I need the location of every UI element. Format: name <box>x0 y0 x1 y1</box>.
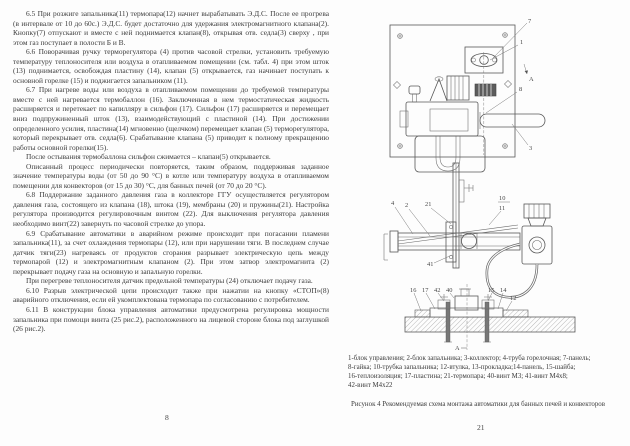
figure-4-diagram <box>340 8 630 353</box>
callout-label: 12 <box>510 295 517 302</box>
paragraph-6-5: 6.5 При розжиге запальника(11) термопара(12) начнет вырабатывать Э.Д.С. После ее прогрева (в интервале от 10 до 60с.) Э.Д.С. будет достаточно для удержания электромагнитного клапана(2). Кнопку(7) отпускают и вместе с ней поднимается клапан(8), открывая отв. седла(3) сверху , при этом газ поступает в полости Б и В. <box>13 9 329 47</box>
callout-label: 11 <box>499 205 506 212</box>
paragraph: После остывания термобаллона сильфон сжимается – клапан(5) открывается. <box>26 152 271 162</box>
callout-label: 41 <box>427 261 434 268</box>
callout-label: 40 <box>446 287 453 294</box>
callout-label: 1 <box>520 39 524 46</box>
paragraph: При перегреве теплоносителя датчик предельной температуры (24) отключает подачу газа. <box>26 276 313 286</box>
paragraph-6-9: 6.9 Срабатывание автоматики в аварийном режиме происходит при погасании пламени запальника(11), за счет охлаждения термопары (12), или при нарушении тяги. В последнем случае датчик тяги(23) нагреваясь от продуктов сгорания разрывает электрическую цепь между термопарой (12) и электромагнитным клапаном (2). При этом затвор электромагнита (2) перекрывает подачу газа на основную и запальную горелки. <box>13 228 329 276</box>
callout-label: 15 <box>488 287 495 294</box>
callout-label: 10 <box>499 195 506 202</box>
paragraph: Описанный процесс периодически повторяется, таким образом, поддерживая заданное значение температуры воды (от 50 до 90 °С) в котле или температуру воздуха в отапливаемом помещении для конвекторов (от 15 до 30) °С, для банных печей (от 70 до 20 °С). <box>13 161 329 190</box>
callout-label: 8 <box>519 86 523 93</box>
figure-parts-list <box>348 354 624 390</box>
callout-label: 14 <box>500 287 507 294</box>
callout-label: 3 <box>529 145 533 152</box>
parts-list-line: 8-гайка; 10-трубка запальника; 12-втулка, 13-прокладка;14-панель, 15-шайба; <box>348 364 576 372</box>
figure-top-view <box>390 18 545 172</box>
figure-detail-view <box>405 284 575 352</box>
callout-label: 7 <box>528 18 532 25</box>
parts-list-line: 42-винт М4х22 <box>348 382 393 390</box>
callout-label: 21 <box>425 201 432 208</box>
section-arrow-label: А <box>529 76 534 83</box>
section-label: А <box>455 345 460 352</box>
callout-label: 4 <box>391 200 395 207</box>
callout-label: 2 <box>405 202 409 209</box>
left-page-text-column <box>13 9 329 334</box>
paragraph-6-6: 6.6 Поворачивая ручку терморегулятора (4) против часовой стрелки, установить требуемую температуру теплоносителя или воздуха в отапливаемом помещении (см. табл. 4) при этом шток (13) поднимается, освобождая пластину (14), клапан (5) открывается, газ начинает поступать к основной горелке (15) и поджигается запальником (11). <box>13 47 329 85</box>
paragraph-6-8: 6.8 Поддержание заданного давления газа в коллекторе ГГУ осуществляется регулятором давления газа, состоящего из клапана (18), штока (19), мембраны (20) и пружины(21). Настройка регулятора производится регулировочным винтом (22). Для выключения регулятора давления необходимо винт(22) завернуть по часовой стрелке до упора. <box>13 190 329 229</box>
parts-list-line: 1-блок управления; 2-блок запальника; 3-коллектор; 4-труба горелочная; 7-панель; <box>348 355 591 362</box>
figure-side-view <box>384 163 552 297</box>
left-page-number: 8 <box>165 413 169 422</box>
right-page-number: 21 <box>477 423 485 432</box>
callout-label: 17 <box>422 287 429 294</box>
paragraph-6-7: 6.7 При нагреве воды или воздуха в отапливаемом помещении до требуемой температуры вместе с ней нагревается термобаллон (16). Заключенная в нем термостатическая жидкость расширяется и перетекает по капилляру в сильфон (17). Сильфон (17) расширяется и перемещает вниз подпружиненный шток (13), взаимодействующий с пластиной (14). При достижении определенного усилия, пластина(14) мгновенно (щелчком) перемещает клапан (5) терморегулятора, который перекрывает отв. седла(6). Срабатывание клапана (5) приводит к полному прекращению работы основной горелки(15). <box>13 85 329 152</box>
figure-caption: Рисунок 4 Рекомендуемая схема монтажа автоматики для банных печей и конвекторов <box>351 401 605 408</box>
paragraph-6-11: 6.11 В конструкции блока управления автоматики предусмотрена регулировка мощности запальника при помощи винта (25 рис.2), расположенного на лицевой стороне блока под заглушкой (26 рис.2). <box>13 304 329 334</box>
callout-label: 16 <box>410 287 417 294</box>
callout-label: 42 <box>434 287 441 294</box>
paragraph-6-10: 6.10 Разрыв электрической цепи происходит также при нажатии на кнопку «СТОП»(8) аварийного отключения, если ей укомплектована термопара по согласованию с потребителем. <box>13 285 329 305</box>
parts-list-line: 16-теплоизоляция; 17-пластина; 21-термопара; 40-винт М3; 41-винт М4х8; <box>348 373 568 381</box>
